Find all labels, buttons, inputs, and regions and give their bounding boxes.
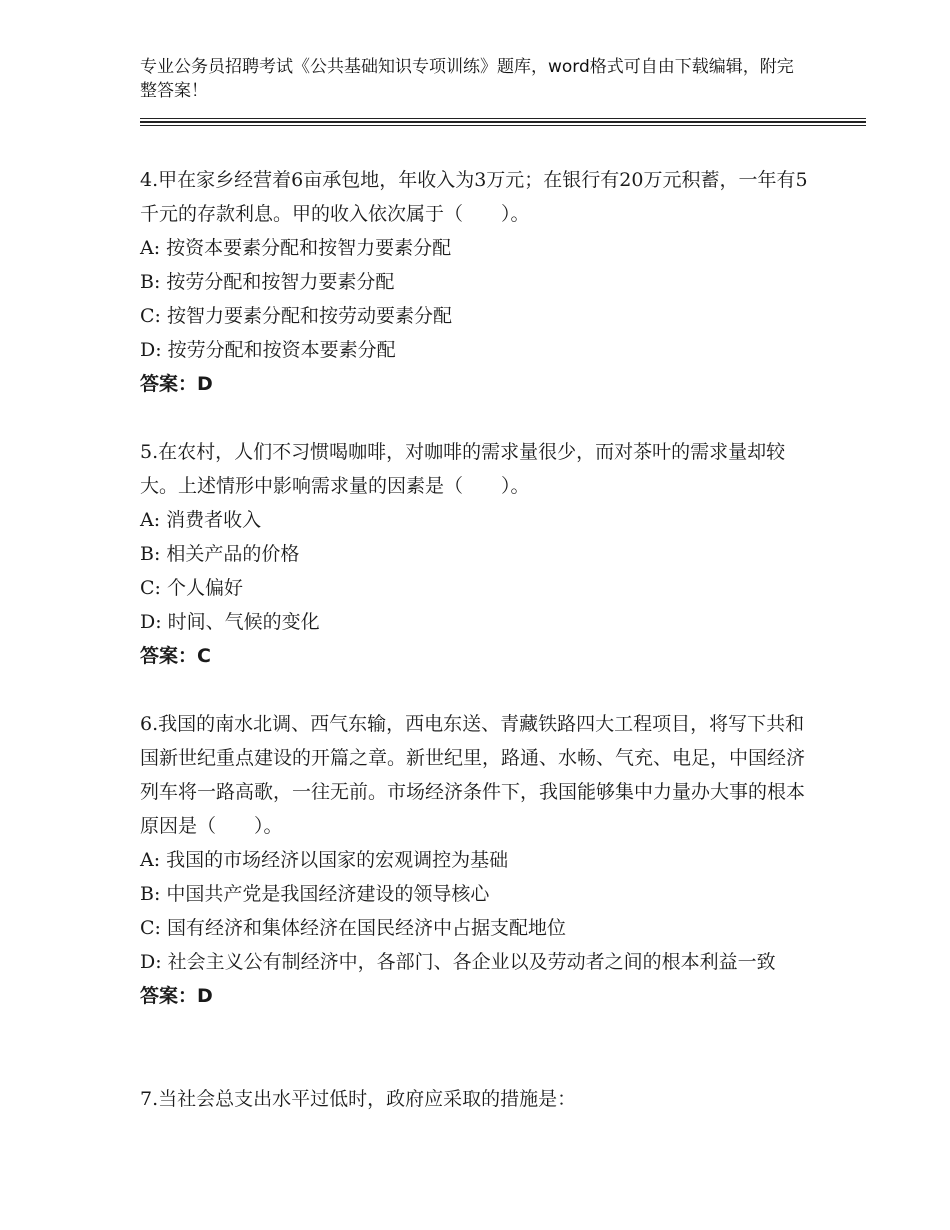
answer-label: 答案：C bbox=[140, 645, 211, 667]
document-header: 专业公务员招聘考试《公共基础知识专项训练》题库，word格式可自由下载编辑，附完整答案！ bbox=[140, 57, 794, 101]
option-b: B: 相关产品的价格 bbox=[140, 543, 300, 565]
question-stem: 4.甲在家乡经营着6亩承包地，年收入为3万元；在银行有20万元积蓄，一年有5千元的存款利息。甲的收入依次属于（ ）。 bbox=[140, 169, 808, 225]
answer-label: 答案：D bbox=[140, 373, 213, 395]
option-c: C: 个人偏好 bbox=[140, 577, 243, 599]
option-c: C: 国有经济和集体经济在国民经济中占据支配地位 bbox=[140, 917, 566, 939]
option-d: D: 社会主义公有制经济中，各部门、各企业以及劳动者之间的根本利益一致 bbox=[140, 951, 776, 973]
question-7 bbox=[140, 1082, 810, 1116]
header-divider-bottom bbox=[140, 125, 866, 126]
header-divider-middle bbox=[140, 121, 866, 123]
option-a: A: 我国的市场经济以国家的宏观调控为基础 bbox=[140, 849, 509, 871]
question-4 bbox=[140, 163, 810, 401]
question-6 bbox=[140, 707, 810, 1013]
answer-label: 答案：D bbox=[140, 985, 213, 1007]
question-5 bbox=[140, 435, 810, 673]
header-divider-top bbox=[140, 118, 866, 119]
question-stem: 5.在农村，人们不习惯喝咖啡，对咖啡的需求量很少，而对茶叶的需求量却较大。上述情形中影响需求量的因素是（ ）。 bbox=[140, 441, 786, 497]
option-b: B: 中国共产党是我国经济建设的领导核心 bbox=[140, 883, 490, 905]
option-a: A: 消费者收入 bbox=[140, 509, 262, 531]
option-a: A: 按资本要素分配和按智力要素分配 bbox=[140, 237, 452, 259]
option-c: C: 按智力要素分配和按劳动要素分配 bbox=[140, 305, 452, 327]
question-stem: 7.当社会总支出水平过低时，政府应采取的措施是： bbox=[140, 1088, 577, 1110]
question-stem: 6.我国的南水北调、西气东输，西电东送、青藏铁路四大工程项目，将写下共和国新世纪重点建设的开篇之章。新世纪里，路通、水畅、气充、电足，中国经济列车将一路高歌，一往无前。市场经济条件下，我国能够集中力量办大事的根本原因是（ ）。 bbox=[140, 713, 806, 837]
option-d: D: 按劳分配和按资本要素分配 bbox=[140, 339, 396, 361]
option-b: B: 按劳分配和按智力要素分配 bbox=[140, 271, 395, 293]
option-d: D: 时间、气候的变化 bbox=[140, 611, 320, 633]
